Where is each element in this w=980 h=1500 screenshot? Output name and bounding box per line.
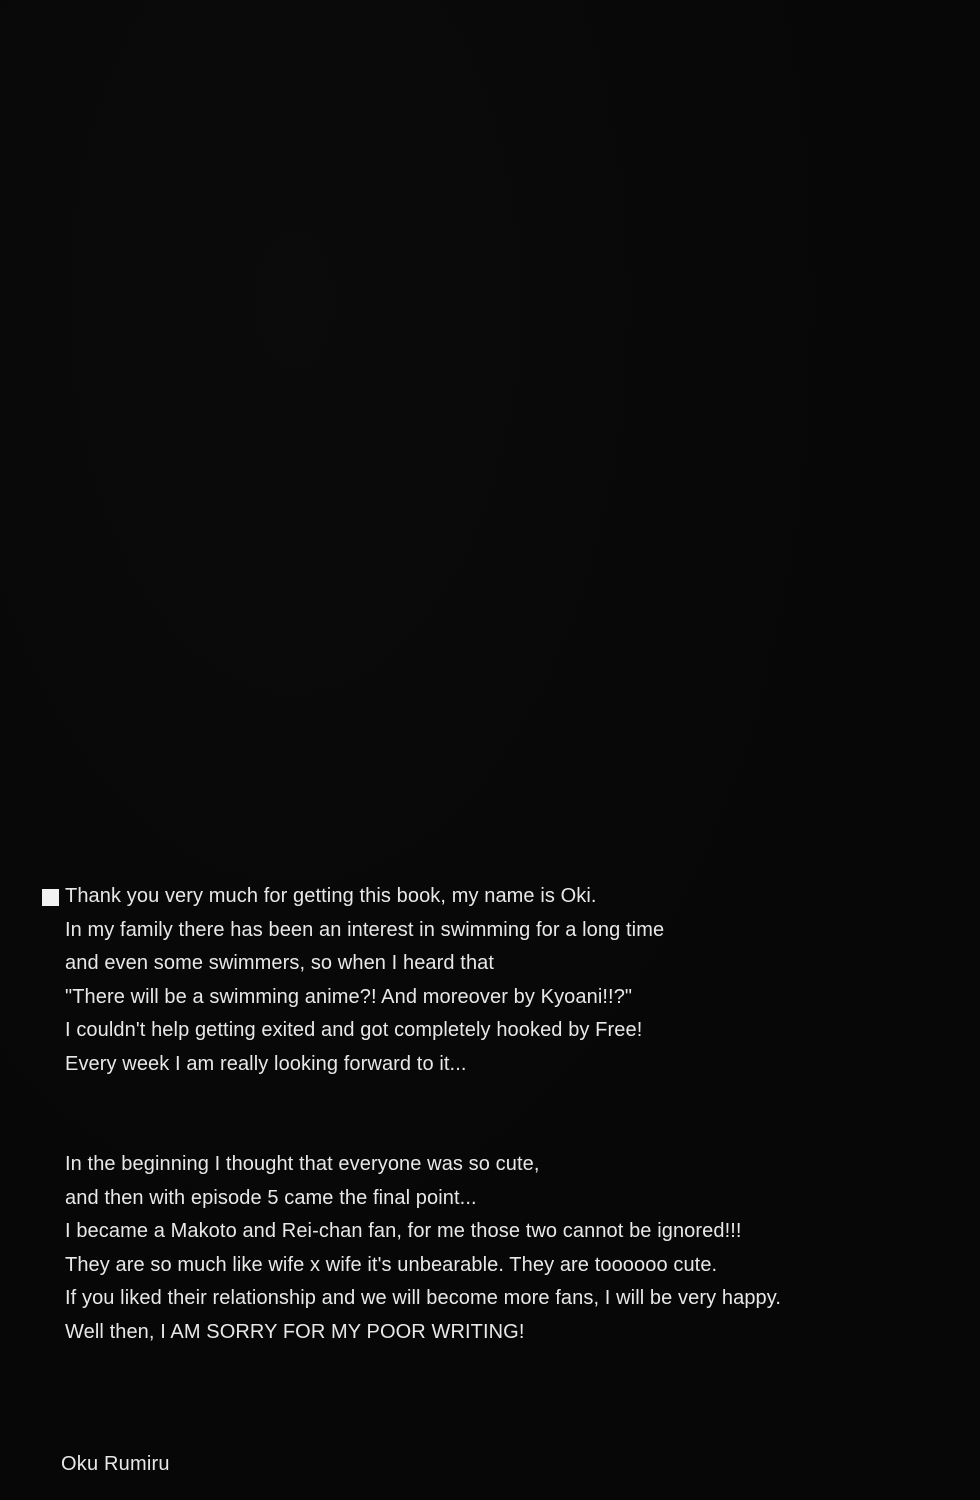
- text-line: Well then, I AM SORRY FOR MY POOR WRITING!: [65, 1320, 525, 1343]
- afterword-text: [65, 880, 945, 1349]
- text-line: Thank you very much for getting this book, my name is Oki.: [65, 885, 597, 907]
- text-line: and then with episode 5 came the final point...: [65, 1186, 477, 1209]
- text-line: I couldn't help getting exited and got completely hooked by Free!: [65, 1019, 643, 1041]
- text-line: "There will be a swimming anime?! And moreover by Kyoani!!?": [65, 985, 633, 1008]
- text-line: They are so much like wife x wife it's unbearable. They are toooooo cute.: [65, 1253, 718, 1276]
- text-line: If you liked their relationship and we will become more fans, I will be very happy.: [65, 1287, 782, 1309]
- text-line: In the beginning I thought that everyone was so cute,: [65, 1153, 540, 1175]
- author-signature: Oku Rumiru: [61, 1453, 170, 1475]
- text-line: In my family there has been an interest in swimming for a long time: [65, 918, 665, 941]
- text-line: and even some swimmers, so when I heard that: [65, 952, 495, 974]
- square-bullet-icon: [42, 889, 59, 906]
- text-line: I became a Makoto and Rei-chan fan, for me those two cannot be ignored!!!: [65, 1220, 742, 1242]
- text-line: Every week I am really looking forward to it...: [65, 1052, 467, 1075]
